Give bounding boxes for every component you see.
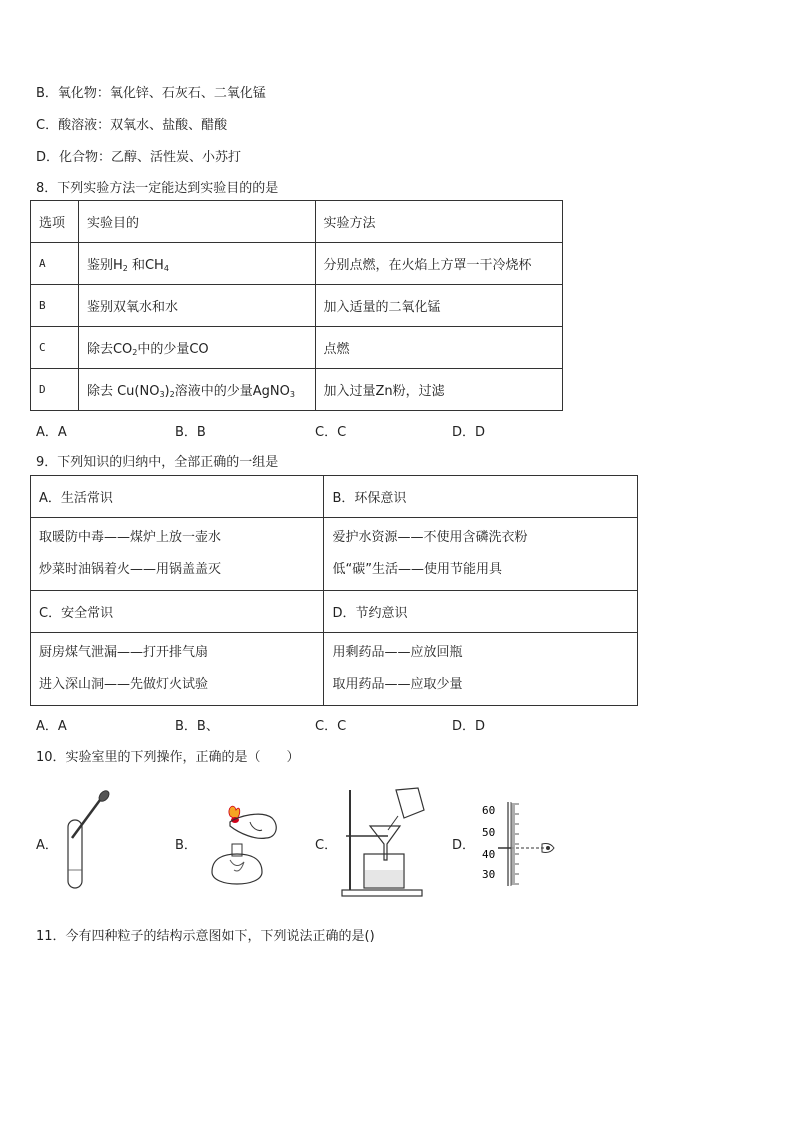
q9-d-content <box>324 633 638 706</box>
q8-header-goal: 实验目的 <box>78 201 315 243</box>
table-row <box>31 476 638 518</box>
q8-stem: 8．下列实验方法一定能达到实验目的的是 <box>36 181 279 196</box>
goal-sub: 4 <box>163 264 169 273</box>
q7-option-c: C．酸溶液：双氧水、盐酸、醋酸 <box>36 118 228 133</box>
q9-a-title: A．生活常识 <box>31 476 324 518</box>
q9-d-title: D．节约意识 <box>324 591 638 633</box>
pouring-beaker-icon <box>396 788 424 818</box>
stand-base-icon <box>342 890 422 896</box>
q8-row-b-goal: 鉴别双氧水和水 <box>78 285 315 327</box>
funnel-icon <box>370 826 400 860</box>
q10-label-c: C． <box>315 838 338 853</box>
q9-stem: 9．下列知识的归纳中，全部正确的一组是 <box>36 455 279 470</box>
q8-header-row <box>31 201 563 243</box>
alcohol-lamp-icon <box>212 854 262 884</box>
q9-d-line: 用剩药品——应放回瓶 <box>332 645 463 660</box>
goal-sub: 2 <box>132 348 138 357</box>
q8-header-option: 选项 <box>31 201 79 243</box>
filtration-figure <box>338 782 443 898</box>
q8-answer-c: C．C <box>315 425 347 440</box>
q8-answers <box>36 421 485 440</box>
q9-b-title: B．环保意识 <box>324 476 638 518</box>
q8-row-d-method: 加入过量Zn粉，过滤 <box>315 369 562 411</box>
q9-c-line: 进入深山洞——先做灯火试验 <box>39 677 209 692</box>
q8-row-a-method: 分别点燃，在火焰上方罩一干冷烧杯 <box>315 243 562 285</box>
goal-text: 鉴别H <box>86 258 123 273</box>
graduated-cylinder-figure <box>478 800 563 890</box>
tilted-lamp-icon <box>230 814 276 838</box>
test-tube-icon <box>68 820 82 888</box>
tick-label: 60 <box>482 804 496 817</box>
table-row <box>31 518 638 591</box>
table-row <box>31 633 638 706</box>
goal-sub: 3 <box>289 390 295 399</box>
q9-b-line: 低“碳”生活——使用节能用具 <box>332 562 502 577</box>
table-row <box>31 591 638 633</box>
q9-d-line: 取用药品——应取少量 <box>332 677 463 692</box>
q9-c-title: C．安全常识 <box>31 591 324 633</box>
alcohol-lamp-figure <box>200 800 285 888</box>
table-row <box>31 327 563 369</box>
q8-answer-b: B．B <box>175 425 206 440</box>
table-row <box>31 285 563 327</box>
q8-table <box>30 200 563 411</box>
q9-c-line: 厨房煤气泄漏——打开排气扇 <box>39 645 209 660</box>
test-tube-dropper-figure <box>60 790 120 895</box>
q11-stem: 11．今有四种粒子的结构示意图如下，下列说法正确的是() <box>36 929 375 944</box>
dropper-icon <box>72 800 100 838</box>
q9-answers <box>36 715 485 734</box>
q10-label-a: A． <box>36 838 58 853</box>
goal-text: 除去CO <box>86 342 133 357</box>
goal-sub: 2 <box>169 390 175 399</box>
tick-label: 30 <box>482 868 496 881</box>
q8-row-b-option: B <box>31 285 79 327</box>
tick-label: 50 <box>482 826 496 839</box>
q9-table <box>30 475 638 706</box>
q10-stem: 10．实验室里的下列操作，正确的是（ ） <box>36 750 300 765</box>
goal-text: ) <box>164 384 170 399</box>
q10-label-b: B． <box>175 838 197 853</box>
q9-answer-c: C．C <box>315 719 347 734</box>
q9-c-content <box>31 633 324 706</box>
q8-header-method: 实验方法 <box>315 201 562 243</box>
q8-row-a-option: A <box>31 243 79 285</box>
q8-row-c-method: 点燃 <box>315 327 562 369</box>
table-row <box>31 243 563 285</box>
q9-answer-b: B．B、 <box>175 719 219 734</box>
goal-sub: 3 <box>159 390 165 399</box>
q9-a-line: 取暖防中毒——煤炉上放一壶水 <box>39 530 222 545</box>
goal-sub: 2 <box>122 264 128 273</box>
q8-row-c-option: C <box>31 327 79 369</box>
goal-text: 和CH <box>127 258 164 273</box>
goal-text: 除去 Cu(NO <box>86 384 160 399</box>
table-row <box>31 369 563 411</box>
q8-row-d-option: D <box>31 369 79 411</box>
q7-option-d: D．化合物：乙醇、活性炭、小苏打 <box>36 150 242 165</box>
q9-b-content <box>324 518 638 591</box>
goal-text: 溶液中的少量AgNO <box>174 384 290 399</box>
q8-row-d-goal <box>78 369 315 411</box>
q8-row-a-goal <box>78 243 315 285</box>
q10-label-d: D． <box>452 838 476 853</box>
q8-answer-a: A．A <box>36 425 67 440</box>
q9-a-content <box>31 518 324 591</box>
q8-row-c-goal <box>78 327 315 369</box>
q9-b-line: 爱护水资源——不使用含磷洗衣粉 <box>332 530 528 545</box>
tick-label: 40 <box>482 848 496 861</box>
q9-answer-d: D．D <box>452 719 486 734</box>
q8-row-b-method: 加入适量的二氧化锰 <box>315 285 562 327</box>
q8-answer-d: D．D <box>452 425 486 440</box>
q9-answer-a: A．A <box>36 719 67 734</box>
q9-a-line: 炒菜时油锅着火——用锅盖盖灭 <box>39 562 222 577</box>
q7-option-b: B．氧化物：氧化锌、石灰石、二氧化锰 <box>36 86 266 101</box>
goal-text: 中的少量CO <box>137 342 209 357</box>
